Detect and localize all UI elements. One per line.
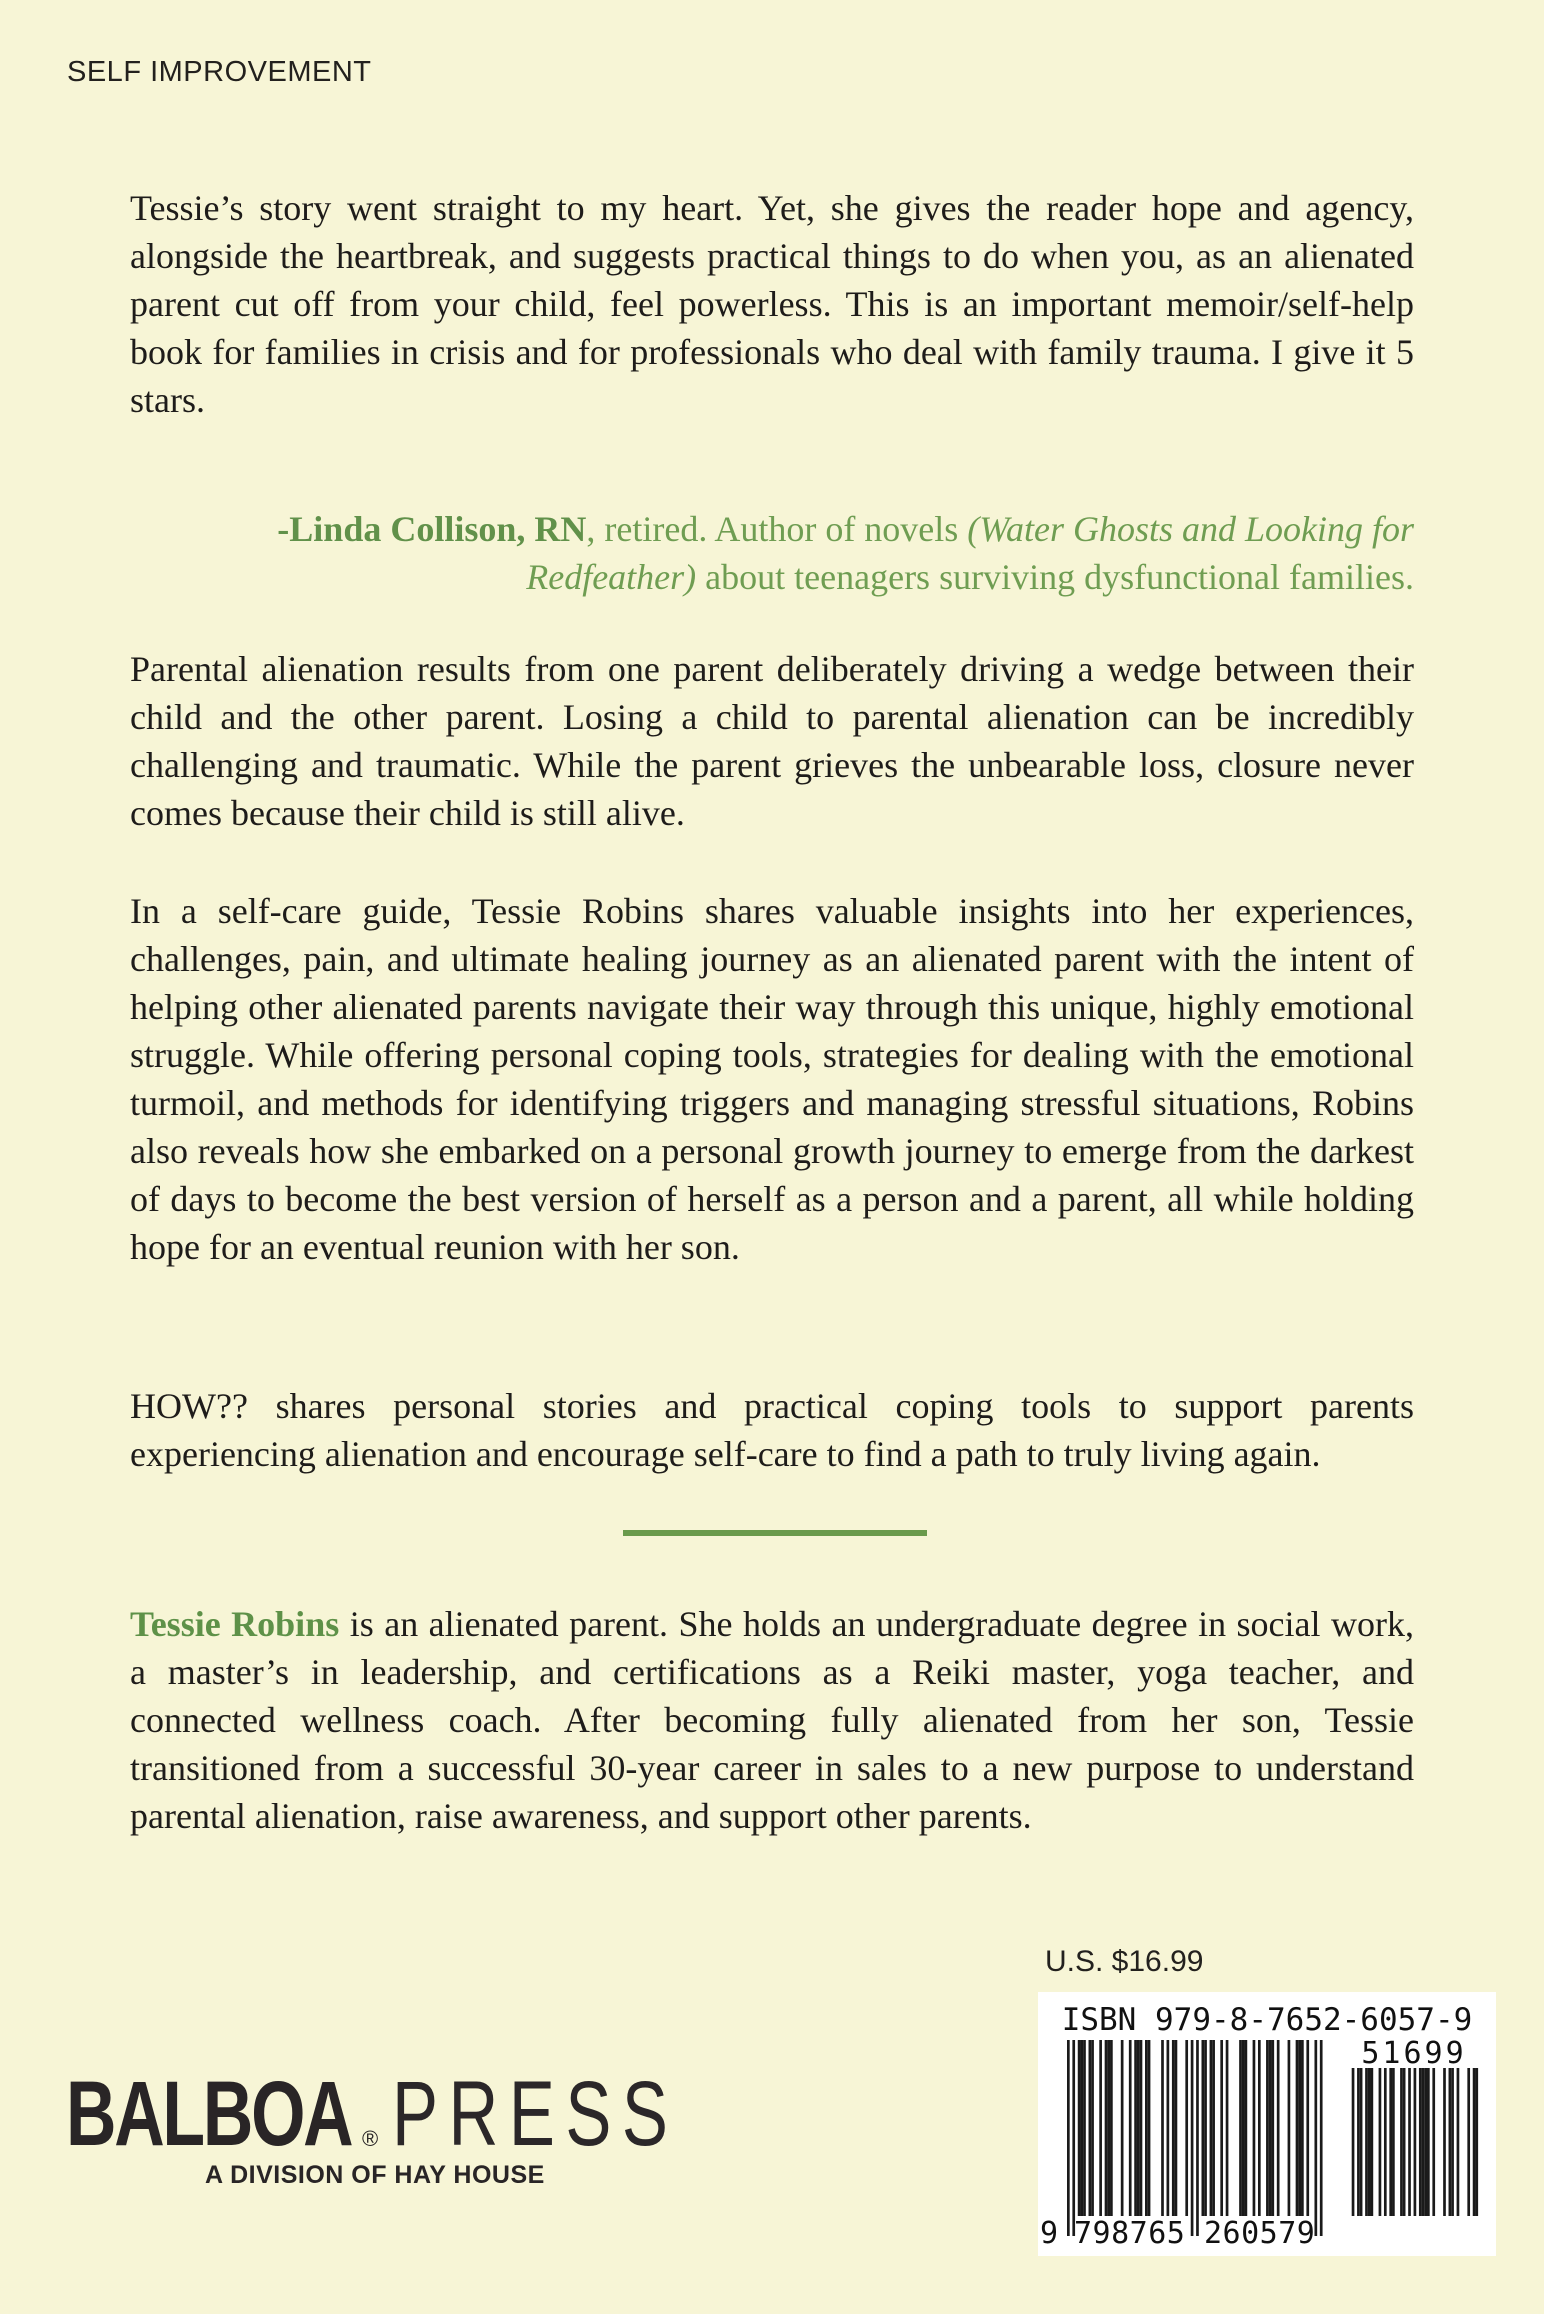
publisher-tagline: A DIVISION OF HAY HOUSE <box>205 2161 545 2189</box>
ean13-barcode <box>1067 2040 1323 2238</box>
reviewer-novel-titles: (Water Ghosts and Looking for Redfeather) <box>526 509 1414 597</box>
review-attribution <box>130 505 1414 601</box>
isbn-label: ISBN 979-8-7652-6057-9 <box>1061 2002 1473 2038</box>
ean13-digit-group2: 260579 <box>1204 2216 1316 2251</box>
press-wordmark: PRESS <box>392 2063 679 2165</box>
author-name: Tessie Robins <box>130 1604 340 1644</box>
author-bio <box>130 1600 1414 1840</box>
synopsis-paragraph-3: HOW?? shares personal stories and practical coping tools to support parents experiencing alienation and encourage self-care to find a path to truly living again. <box>130 1386 1414 1474</box>
reviewer-name: -Linda Collison, RN <box>277 509 587 549</box>
reviewer-credentials-end: about teenagers surviving dysfunctional families. <box>696 557 1414 597</box>
section-divider-rule <box>623 1530 927 1536</box>
ean13-digit-first: 9 <box>1040 2216 1059 2251</box>
synopsis-paragraph-1: Parental alienation results from one parent deliberately driving a wedge between their child and the other parent. Losing a child to parental alienation can be incredibly challenging and traumatic. While the parent grieves the unbearable loss, closure never comes because their child is still alive. <box>130 649 1414 833</box>
registered-trademark-icon: ® <box>362 2126 379 2151</box>
barcode-panel <box>1038 1992 1496 2256</box>
balboa-wordmark: BALBOA <box>66 2063 352 2165</box>
review-quote: Tessie’s story went straight to my heart. Yet, she gives the reader hope and agency, alongside the heartbreak, and suggests practical things to do when you, as an alienated parent cut off from your child, feel powerless. This is an important memoir/self-help book for families in crisis and for professionals who deal with family trauma. I give it 5 stars. <box>130 188 1414 420</box>
addon-digits: 51699 <box>1361 2036 1467 2071</box>
reviewer-credentials: , retired. Author of novels <box>586 509 968 549</box>
price-addon-barcode <box>1349 2068 1479 2216</box>
price-label: U.S. $16.99 <box>1045 1945 1204 1978</box>
synopsis-paragraph-2: In a self-care guide, Tessie Robins shares valuable insights into her experiences, challenges, pain, and ultimate healing journey as an alienated parent with the intent of helping other alienated parents navigate their way through this unique, highly emotional struggle. While offering personal coping tools, strategies for dealing with the emotional turmoil, and methods for identifying triggers and managing stressful situations, Robins also reveals how she embarked on a personal growth journey to emerge from the darkest of days to become the best version of herself as a person and a parent, all while holding hope for an eventual reunion with her son. <box>130 891 1414 1267</box>
category-label: SELF IMPROVEMENT <box>67 56 372 88</box>
ean13-digit-group1: 798765 <box>1074 2216 1186 2251</box>
author-bio-text: is an alienated parent. She holds an undergraduate degree in social work, a master’s in leadership, and certifications as a Reiki master, yoga teacher, and connected wellness coach. After becoming fully alienated from her son, Tessie transitioned from a successful 30-year career in sales to a new purpose to understand parental alienation, raise awareness, and support other parents. <box>130 1604 1414 1836</box>
